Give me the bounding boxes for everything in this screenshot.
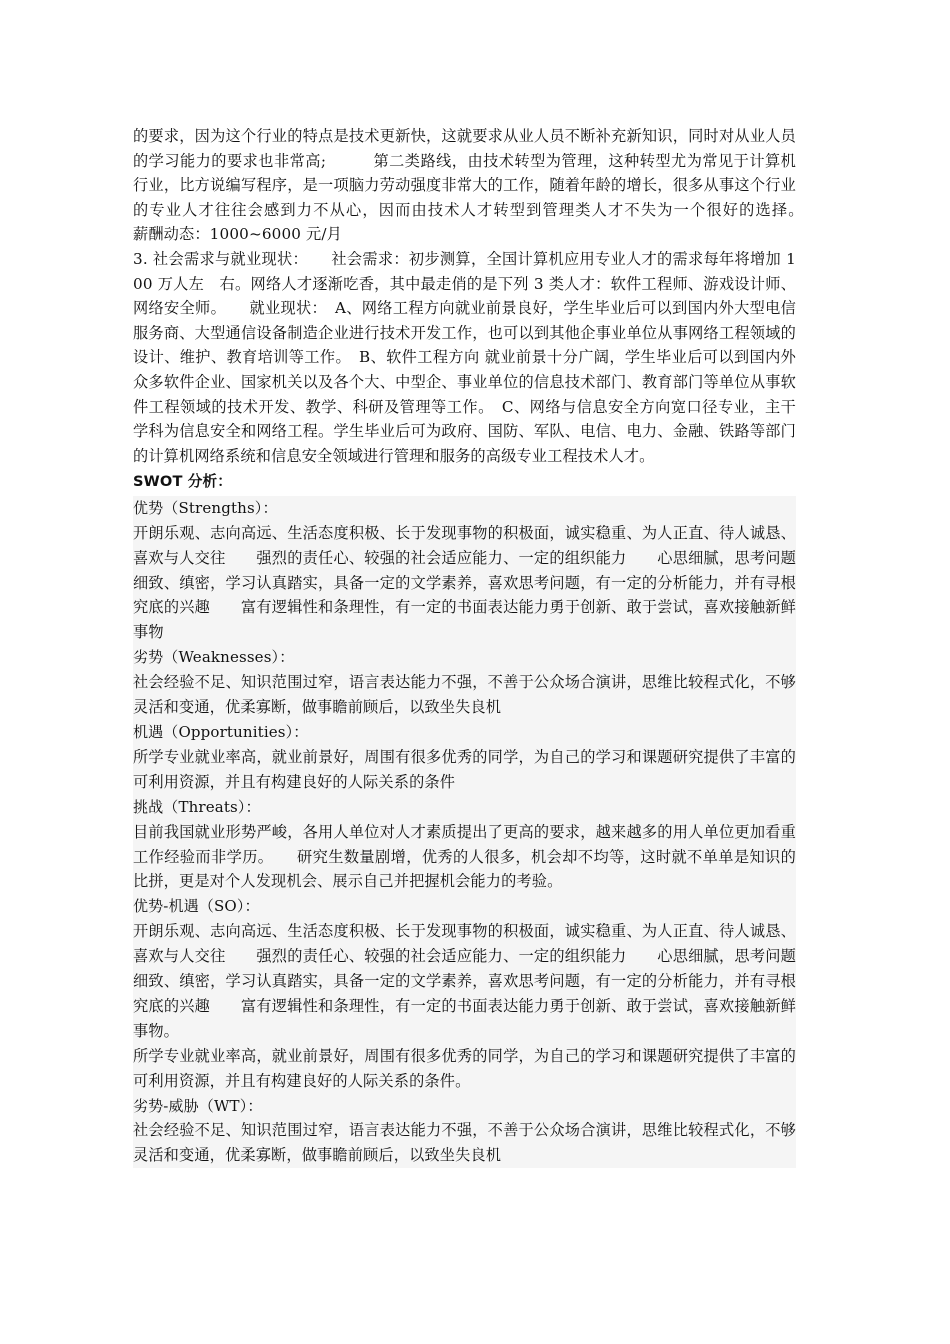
opportunities-label: 机遇（Opportunities）：: [133, 722, 309, 741]
swot-heading: SWOT 分析：: [133, 473, 233, 491]
document-page: [133, 124, 827, 1168]
so-opportunities-paragraph: 所学专业就业率高，就业前景好，周围有很多优秀的同学，为自己的学习和课题研究提供了丰富的可利用资源，并且有构建良好的人际关系的条件。: [133, 1046, 796, 1090]
threats-paragraph: 目前我国就业形势严峻，各用人单位对人才素质提出了更高的要求，越来越多的用人单位更加看重工作经验而非学历。 研究生数量剧增，优秀的人很多，机会却不均等，这时就不单单是知识的比拼，更是对个人发现机会、展示自己并把握机会能力的考验。: [133, 822, 796, 891]
threats-label: 挑战（Threats）：: [133, 797, 261, 816]
weaknesses-label: 劣势（Weaknesses）：: [133, 648, 295, 667]
strengths-paragraph: 开朗乐观、志向高远、生活态度积极、长于发现事物的积极面，诚实稳重、为人正直、待人诚恳、喜欢与人交往 强烈的责任心、较强的社会适应能力、一定的组织能力 心思细腻，思考问题细致、缜密，学习认真踏实，具备一定的文学素养，喜欢思考问题，有一定的分析能力，并有寻根究底的兴趣 富有逻辑性和条理性，有一定的书面表达能力勇于创新、敢于尝试，喜欢接触新鲜事物: [133, 523, 796, 642]
opportunities-paragraph: 所学专业就业率高，就业前景好，周围有很多优秀的同学，为自己的学习和课题研究提供了丰富的可利用资源，并且有构建良好的人际关系的条件: [133, 747, 796, 791]
so-strengths-paragraph: 开朗乐观、志向高远、生活态度积极、长于发现事物的积极面，诚实稳重、为人正直、待人诚恳、喜欢与人交往 强烈的责任心、较强的社会适应能力、一定的组织能力 心思细腻，思考问题细致、缜密，学习认真踏实，具备一定的文学素养，喜欢思考问题，有一定的分析能力，并有寻根究底的兴趣 富有逻辑性和条理性，有一定的书面表达能力勇于创新、敢于尝试，喜欢接触新鲜事物。: [133, 922, 796, 1040]
wt-paragraph: 社会经验不足、知识范围过窄，语言表达能力不强，不善于公众场合演讲，思维比较程式化，不够灵活和变通，优柔寡断，做事瞻前顾后，以致坐失良机: [133, 1121, 796, 1165]
social-demand-paragraph: 3. 社会需求与就业现状： 社会需求：初步测算，全国计算机应用专业人才的需求每年将增加 100 万人左 右。网络人才逐渐吃香，其中最走俏的是下列 3 类人才：软件工程师、游戏设计师、网络安全师。 就业现状： A、网络工程方向就业前景良好，学生毕业后可以到国内外大型电信服务商、大型通信设备制造企业进行技术开发工作，也可以到其他企事业单位从事网络工程领域的设计、维护、教育培训等工作。 B、软件工程方向 就业前景十分广阔，学生毕业后可以到国内外众多软件企业、国家机关以及各个大、中型企、事业单位的信息技术部门、教育部门等单位从事软件工程领域的技术开发、教学、科研及管理等工作。 C、网络与信息安全方向宽口径专业，主干学科为信息安全和网络工程。学生毕业后可为政府、国防、军队、电信、电力、金融、铁路等部门的计算机网络系统和信息安全领域进行管理和服务的高级专业工程技术人才。: [133, 249, 796, 465]
career-path-paragraph: 的要求，因为这个行业的特点是技术更新快，这就要求从业人员不断补充新知识，同时对从业人员的学习能力的要求也非常高; 第二类路线，由技术转型为管理，这种转型尤为常见于计算机行业，比方说编写程序，是一项脑力劳动强度非常大的工作，随着年龄的增长，很多从事这个行业的专业人才往往会感到力不从心，因而由技术人才转型到管理类人才不失为一个很好的选择。 薪酬动态：1000~6000 元/月: [133, 127, 827, 244]
strengths-label: 优势（Strengths）：: [133, 498, 278, 517]
swot-section: [133, 496, 796, 1168]
so-label: 优势-机遇（SO）：: [133, 897, 260, 916]
wt-label: 劣势-威胁（WT）：: [133, 1096, 263, 1115]
weaknesses-paragraph: 社会经验不足、知识范围过窄，语言表达能力不强，不善于公众场合演讲，思维比较程式化，不够灵活和变通，优柔寡断，做事瞻前顾后，以致坐失良机: [133, 673, 796, 717]
